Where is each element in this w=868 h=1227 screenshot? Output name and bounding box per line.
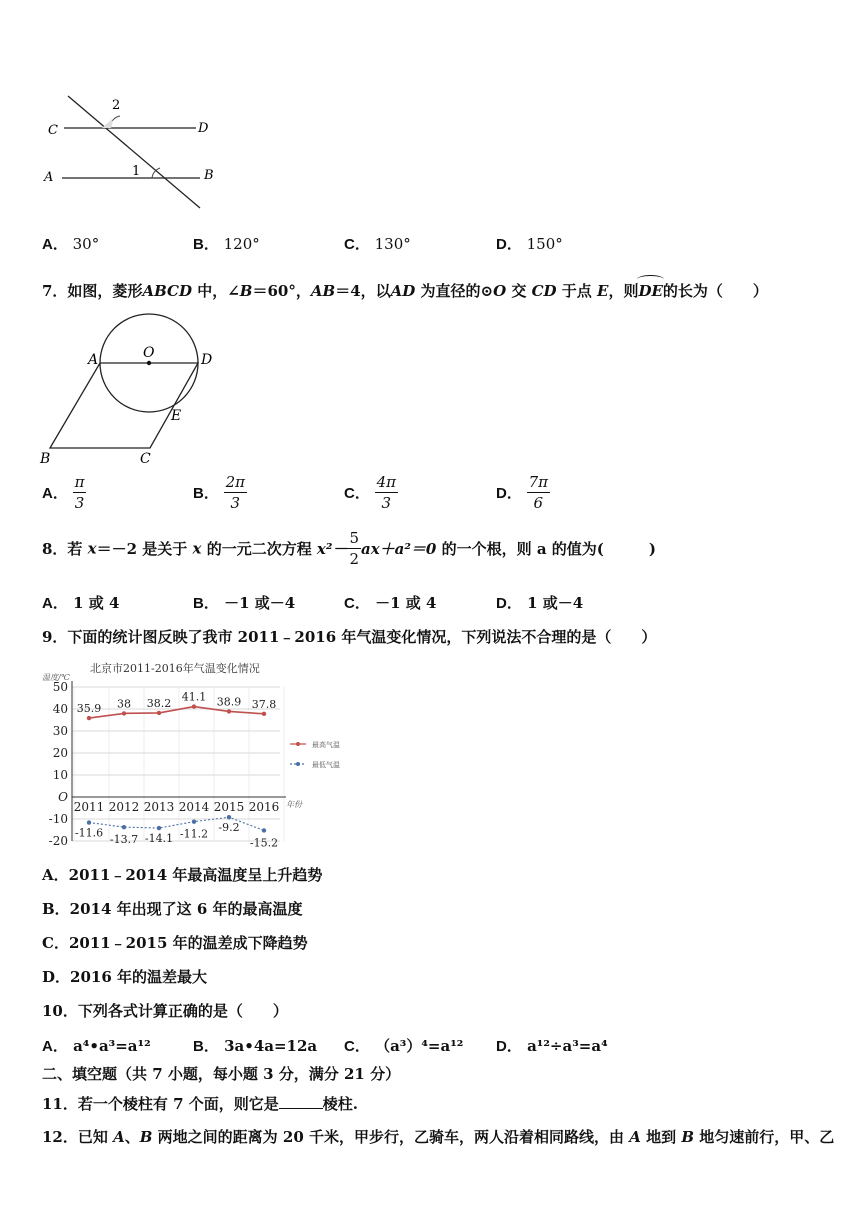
y-tick-label: 20 xyxy=(52,746,68,760)
q9-option-b: B．2014 年出现了这 6 年的最高温度 xyxy=(42,900,303,918)
q9-option-a: A．2011﹣2014 年最高温度呈上升趋势 xyxy=(42,866,323,884)
legend-marker xyxy=(296,742,300,746)
data-point xyxy=(262,712,266,716)
data-point xyxy=(157,826,161,830)
y-tick-label: O xyxy=(58,790,68,804)
section-heading: 二、填空题（共 7 小题，每小题 3 分，满分 21 分） xyxy=(42,1065,401,1083)
q8-option-c: C． －1 或 4 xyxy=(344,594,437,612)
y-tick-label: -10 xyxy=(48,812,68,826)
legend-label: 最低气温 xyxy=(312,761,340,769)
data-point xyxy=(157,711,161,715)
x-tick-label: 2013 xyxy=(143,800,175,814)
data-point xyxy=(87,716,91,720)
y-tick-label: 50 xyxy=(52,680,68,694)
y-axis-label: 温度/℃ xyxy=(42,673,70,682)
data-point xyxy=(227,815,231,819)
data-point xyxy=(262,828,266,832)
q6-option-d: D． 150° xyxy=(496,235,563,253)
data-label: -15.2 xyxy=(249,836,279,848)
data-label: -11.2 xyxy=(179,827,209,841)
y-tick-label: 30 xyxy=(52,724,68,738)
q6-option-a: A． 30° xyxy=(42,235,100,253)
q10-option-c: C． （a³）⁴=a¹² xyxy=(344,1037,464,1055)
data-label: 38 xyxy=(117,697,131,711)
parallel-lines-figure xyxy=(40,92,220,214)
data-label: 41.1 xyxy=(181,690,207,704)
legend-marker xyxy=(296,762,300,766)
data-label: 37.8 xyxy=(251,697,277,711)
q7-option-c: C． $\frac{4\pi}{3}$ xyxy=(344,473,397,512)
y-tick-label: 10 xyxy=(52,768,68,782)
legend-label: 最高气温 xyxy=(312,741,340,749)
q11-stem: 11．若一个棱柱有 7 个面，则它是 棱柱. xyxy=(42,1095,358,1113)
arc-de: DE xyxy=(638,278,662,300)
point-a-label: A xyxy=(44,170,54,185)
q9-option-c: C．2011﹣2015 年的温差成下降趋势 xyxy=(42,934,308,952)
data-label: 38.9 xyxy=(216,695,242,709)
data-point xyxy=(227,709,231,713)
data-label: -9.2 xyxy=(218,821,240,835)
data-point xyxy=(192,819,196,823)
point-b-label: B xyxy=(204,168,214,183)
point-b-label: B xyxy=(40,451,51,467)
data-point xyxy=(192,704,196,708)
point-a-label: A xyxy=(88,352,99,368)
data-label: 35.9 xyxy=(76,702,102,716)
q10-option-a: A． a⁴•a³=a¹² xyxy=(42,1037,151,1055)
x-tick-label: 2011 xyxy=(73,800,105,814)
q7-option-a: A． $\frac{\pi}{3}$ xyxy=(42,473,85,512)
angle-2-label: 2 xyxy=(112,98,121,113)
point-d-label: D xyxy=(198,121,209,136)
q7-option-d: D． $\frac{7\pi}{6}$ xyxy=(496,473,549,512)
y-tick-label: -20 xyxy=(48,834,68,848)
point-d-label: D xyxy=(201,352,213,368)
q10-stem: 10．下列各式计算正确的是（ ） xyxy=(42,1002,288,1020)
q12-stem: 12．已知 A、B 两地之间的距离为 20 千米，甲步行，乙骑车，两人沿着相同路线，由 A 地到 B 地匀速前行，甲、乙 xyxy=(42,1128,835,1146)
point-o-label: O xyxy=(143,345,155,361)
data-label: -13.7 xyxy=(109,833,139,847)
data-point xyxy=(87,820,91,824)
y-tick-label: 40 xyxy=(52,702,68,716)
rhombus-circle-figure xyxy=(36,308,226,470)
q9-stem: 9．下面的统计图反映了我市 2011﹣2016 年气温变化情况，下列说法不合理的是（ ） xyxy=(42,628,657,646)
x-axis-label: 年份 xyxy=(286,800,302,809)
x-tick-label: 2016 xyxy=(248,800,280,814)
point-e-label: E xyxy=(171,408,182,424)
q9-option-d: D．2016 年的温差最大 xyxy=(42,968,207,986)
x-tick-label: 2012 xyxy=(108,800,140,814)
q8-stem: 8．若 x＝－2 是关于 x 的一元二次方程 x²－ $\frac{5}{2}$ ax＋a²＝0 的一个根，则 a 的值为( ) xyxy=(42,529,656,568)
q7-option-b: B． $\frac{2\pi}{3}$ xyxy=(193,473,246,512)
q7-stem: 7．如图，菱形ABCD 中，∠B＝60°，AB＝4，以AD 为直径的⊙O 交 CD 于点 E，则 DE的长为（ ） xyxy=(42,278,768,301)
q6-option-b: B． 120° xyxy=(193,235,260,253)
data-label: 38.2 xyxy=(146,696,172,710)
data-point xyxy=(122,825,126,829)
q8-option-b: B． －1 或－4 xyxy=(193,594,296,612)
q8-option-a: A． 1 或 4 xyxy=(42,594,120,612)
answer-blank[interactable] xyxy=(279,1094,323,1109)
data-label: -11.6 xyxy=(74,826,104,840)
x-tick-label: 2014 xyxy=(178,800,210,814)
q10-option-b: B． 3a•4a=12a xyxy=(193,1037,318,1055)
x-tick-label: 2015 xyxy=(213,800,245,814)
q10-option-d: D． a¹²÷a³=a⁴ xyxy=(496,1037,608,1055)
data-point xyxy=(122,711,126,715)
chart-title: 北京市2011-2016年气温变化情况 xyxy=(90,662,260,675)
point-c-label: C xyxy=(140,451,151,467)
temperature-line-chart xyxy=(40,656,360,848)
angle-1-label: 1 xyxy=(132,164,141,179)
data-label: -14.1 xyxy=(144,832,174,846)
q6-option-c: C． 130° xyxy=(344,235,411,253)
point-c-label: C xyxy=(48,123,58,138)
q8-option-d: D． 1 或－4 xyxy=(496,594,584,612)
